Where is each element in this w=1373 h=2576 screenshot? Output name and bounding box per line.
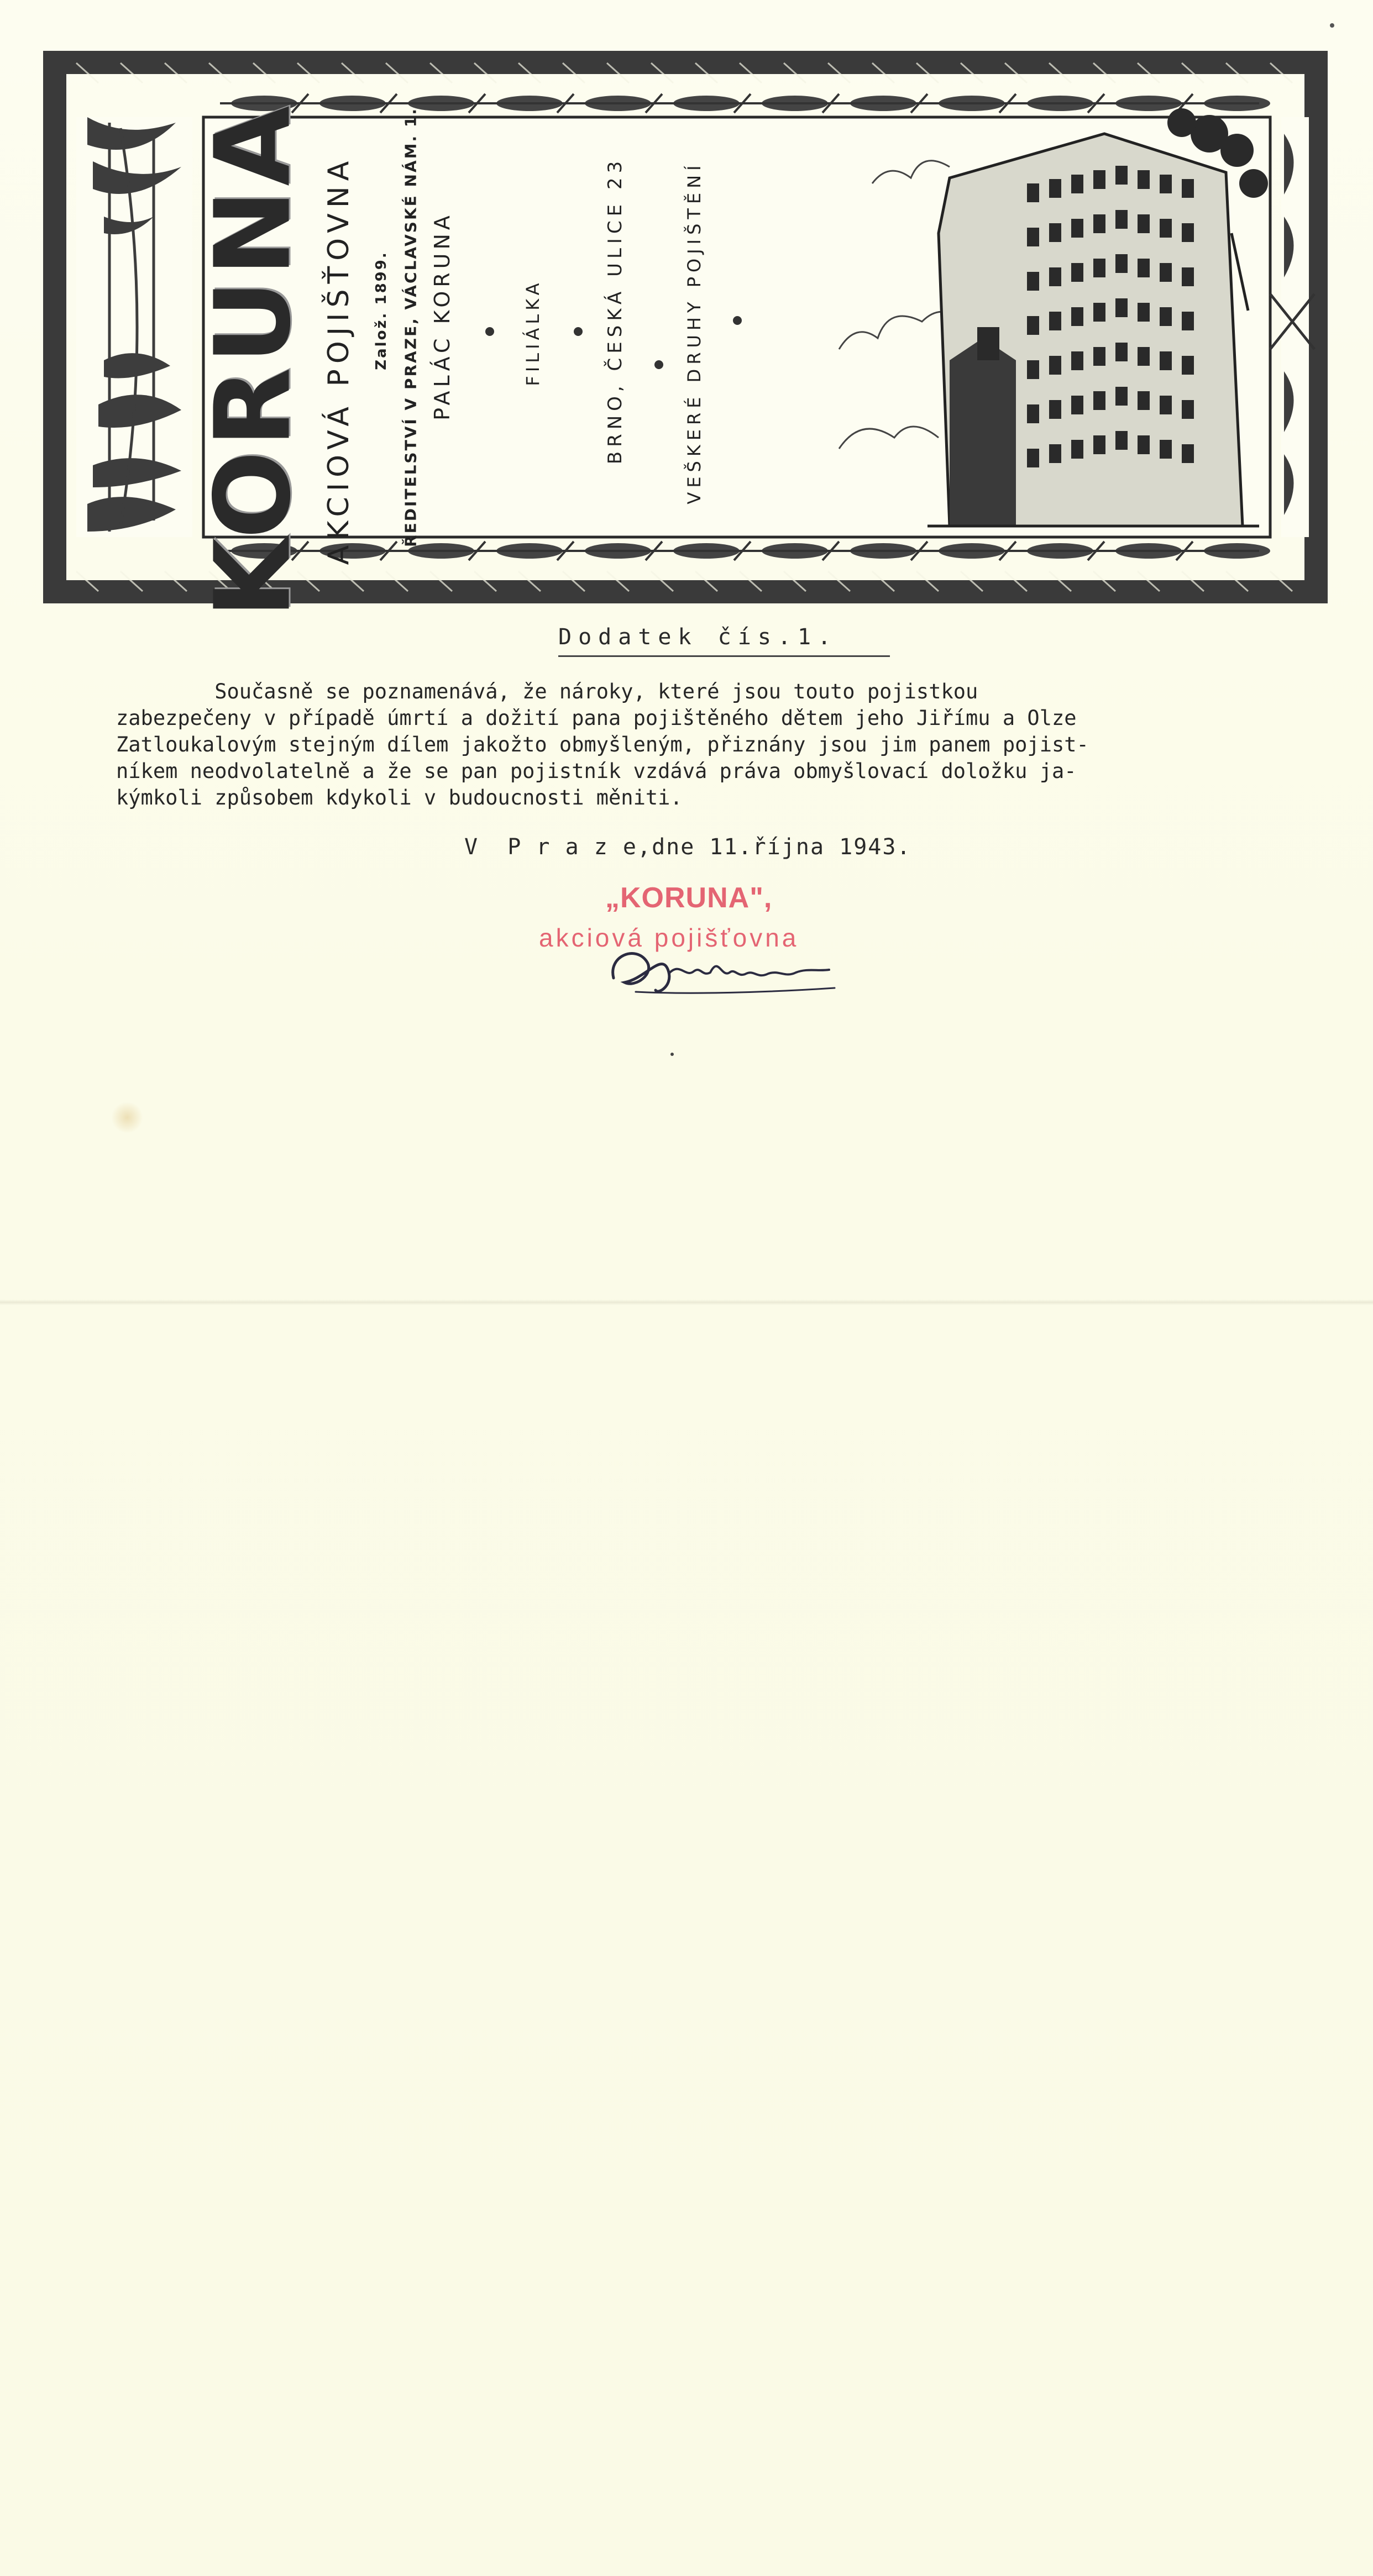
dateline: V P r a z e,dne 11.října 1943. [464, 834, 911, 860]
headquarters-address: ŘEDITELSTVÍ V PRAZE, VÁCLAVSKÉ NÁM. 1. [401, 107, 420, 547]
brand-name: KORUNA [192, 102, 314, 618]
heading-underline [558, 655, 890, 657]
building-engraving-icon [927, 108, 1268, 526]
body-line: zabezpečeny v případě úmrtí a dožití pana pojištěného dětem jeho Jiřímu a Olze [116, 706, 1077, 730]
insurance-types: VEŠKERÉ DRUHY POJIŠTĚNÍ [684, 161, 705, 504]
separator-dot [485, 327, 494, 336]
separator-dot [733, 316, 742, 325]
body-line: Současně se poznamenává, že nároky, které jsou touto pojistkou [116, 680, 978, 703]
separator-dot [654, 360, 663, 369]
document-heading: Dodatek čís.1. [558, 624, 838, 650]
branch-label: FILIÁLKA [522, 279, 543, 386]
paper-stain [111, 1102, 144, 1133]
stamp-subtitle: akciová pojišťovna [539, 923, 799, 952]
company-name: AKCIOVÁ POJIŠŤOVNA [322, 155, 355, 565]
palace-name: PALÁC KORUNA [430, 212, 454, 420]
body-line: kýmkoli způsobem kdykoli v budoucnosti měniti. [116, 786, 683, 809]
stamp-brand: „KORUNA", [605, 882, 773, 914]
paper-speck [1330, 23, 1334, 28]
body-line: Zatloukalovým stejným dílem jakožto obmyšleným, přiznány jsou jim panem pojist- [116, 733, 1089, 756]
handwritten-signature [602, 939, 840, 1000]
founded-year: Založ. 1899. [373, 251, 390, 370]
body-line: níkem neodvolatelně a že se pan pojistník vzdává práva obmyšlovací doložku ja- [116, 759, 1077, 783]
separator-dot [574, 327, 583, 336]
ink-dot [670, 1053, 674, 1056]
branch-address: BRNO, ČESKÁ ULICE 23 [604, 156, 626, 465]
paper-fold [0, 1300, 1373, 1305]
letterhead [43, 51, 1328, 618]
